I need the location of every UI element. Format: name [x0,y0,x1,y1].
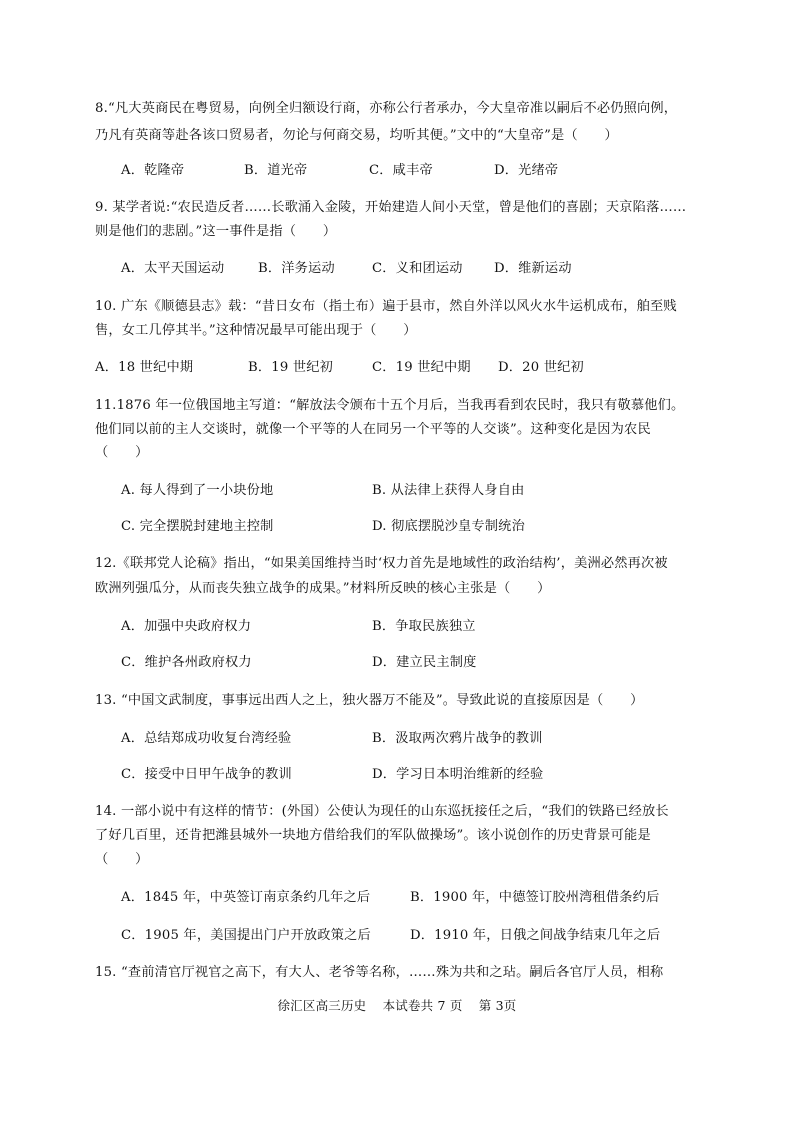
question-8-line-2: 乃凡有英商等赴各该口贸易者，勿论与何商交易，均听其便。”文中的“大皇帝”是（ ） [95,128,618,143]
question-9-line-2: 则是他们的悲剧。”这一事件是指（ ） [95,224,337,239]
question-13-line-1: 13. “中国文武制度，事事远出西人之上，独火器万不能及”。导致此说的直接原因是（ ） [95,693,644,708]
question-10-option-d[interactable]: D．20 世纪初 [498,360,584,375]
question-13-option-c[interactable]: C．接受中日甲午战争的教训 [121,767,292,782]
question-8-option-d[interactable]: D．光绪帝 [494,163,559,178]
question-11-line-1: 11.1876 年一位俄国地主写道：“解放法令颁布十五个月后，当我再看到农民时，我只有敬慕他们。 [95,398,685,413]
question-13-option-a[interactable]: A．总结郑成功收复台湾经验 [121,731,292,746]
question-11-line-2: 他们同以前的主人交谈时，就像一个平等的人在同另一个平等的人交谈”。这种变化是因为农民 [95,422,651,437]
question-11-line-3: （ ） [95,445,149,460]
question-8-option-b[interactable]: B．道光帝 [244,163,308,178]
question-10-option-a[interactable]: A．18 世纪中期 [95,360,194,375]
question-14-option-d[interactable]: D．1910 年，日俄之间战争结束几年之后 [410,928,661,943]
question-15-line-1: 15. “查前清官厅视官之高下，有大人、老爷等名称，……殊为共和之玷。嗣后各官厅人员，相称 [95,965,664,980]
question-11-option-d[interactable]: D. 彻底摆脱沙皇专制统治 [372,519,525,534]
question-14-line-3: （ ） [95,852,149,867]
question-14-option-b[interactable]: B．1900 年，中德签订胶州湾租借条约后 [410,890,660,905]
question-14-line-2: 了好几百里，还肯把潍县城外一块地方借给我们的军队做操场”。该小说创作的历史背景可能是 [95,828,651,843]
footer-total-pages: 本试卷共 7 页 [382,998,463,1013]
question-10-line-2: 售，女工几停其半。”这种情况最早可能出现于（ ） [95,323,417,338]
question-14-line-1: 14. 一部小说中有这样的情节：(外国）公使认为现任的山东巡抚接任之后，“我们的铁路已经放长 [95,804,669,819]
question-11-option-c[interactable]: C. 完全摆脱封建地主控制 [121,519,274,534]
question-12-line-1: 12.《联邦党人论稿》指出，“如果美国维持当时‘权力首先是地域性的政治结构’，美洲必然再次被 [95,556,668,571]
question-8-line-1: 8.“凡大英商民在粤贸易，向例全归额设行商，亦称公行者承办，今大皇帝准以嗣后不必仍照向例， [95,101,678,116]
page-footer [0,996,794,1014]
question-9-option-b[interactable]: B．洋务运动 [258,261,335,276]
question-10-option-b[interactable]: B．19 世纪初 [248,360,334,375]
question-8-option-a[interactable]: A．乾隆帝 [121,163,185,178]
question-10-line-1: 10. 广东《顺德县志》载：“昔日女布（指土布）遍于县市，然自外洋以风火水牛运机成布，舶至贱 [95,299,677,314]
question-10-option-c[interactable]: C．19 世纪中期 [372,360,471,375]
question-8-option-c[interactable]: C．咸丰帝 [369,163,433,178]
question-9-option-c[interactable]: C．义和团运动 [372,261,463,276]
question-9-line-1: 9. 某学者说:“农民造反者……长歌涌入金陵，开始建造人间小天堂，曾是他们的喜剧；天京陷落…… [95,200,687,215]
question-13-option-d[interactable]: D．学习日本明治维新的经验 [372,767,544,782]
question-12-line-2: 欧洲列强瓜分，从而丧失独立战争的成果。”材料所反映的核心主张是（ ） [95,581,551,596]
question-12-option-b[interactable]: B．争取民族独立 [372,619,476,634]
question-12-option-d[interactable]: D．建立民主制度 [372,655,477,670]
question-14-option-c[interactable]: C．1905 年，美国提出门户开放政策之后 [121,928,371,943]
question-9-option-a[interactable]: A．太平天国运动 [121,261,225,276]
question-12-option-c[interactable]: C．维护各州政府权力 [121,655,252,670]
question-11-option-b[interactable]: B. 从法律上获得人身自由 [372,483,525,498]
question-9-option-d[interactable]: D．维新运动 [494,261,572,276]
question-14-option-a[interactable]: A．1845 年，中英签订南京条约几年之后 [121,890,371,905]
footer-school: 徐汇区高三历史 [277,998,367,1013]
question-11-option-a[interactable]: A. 每人得到了一小块份地 [121,483,274,498]
question-12-option-a[interactable]: A．加强中央政府权力 [121,619,252,634]
footer-page-number: 第 3页 [478,998,517,1013]
question-13-option-b[interactable]: B．汲取两次鸦片战争的教训 [372,731,543,746]
